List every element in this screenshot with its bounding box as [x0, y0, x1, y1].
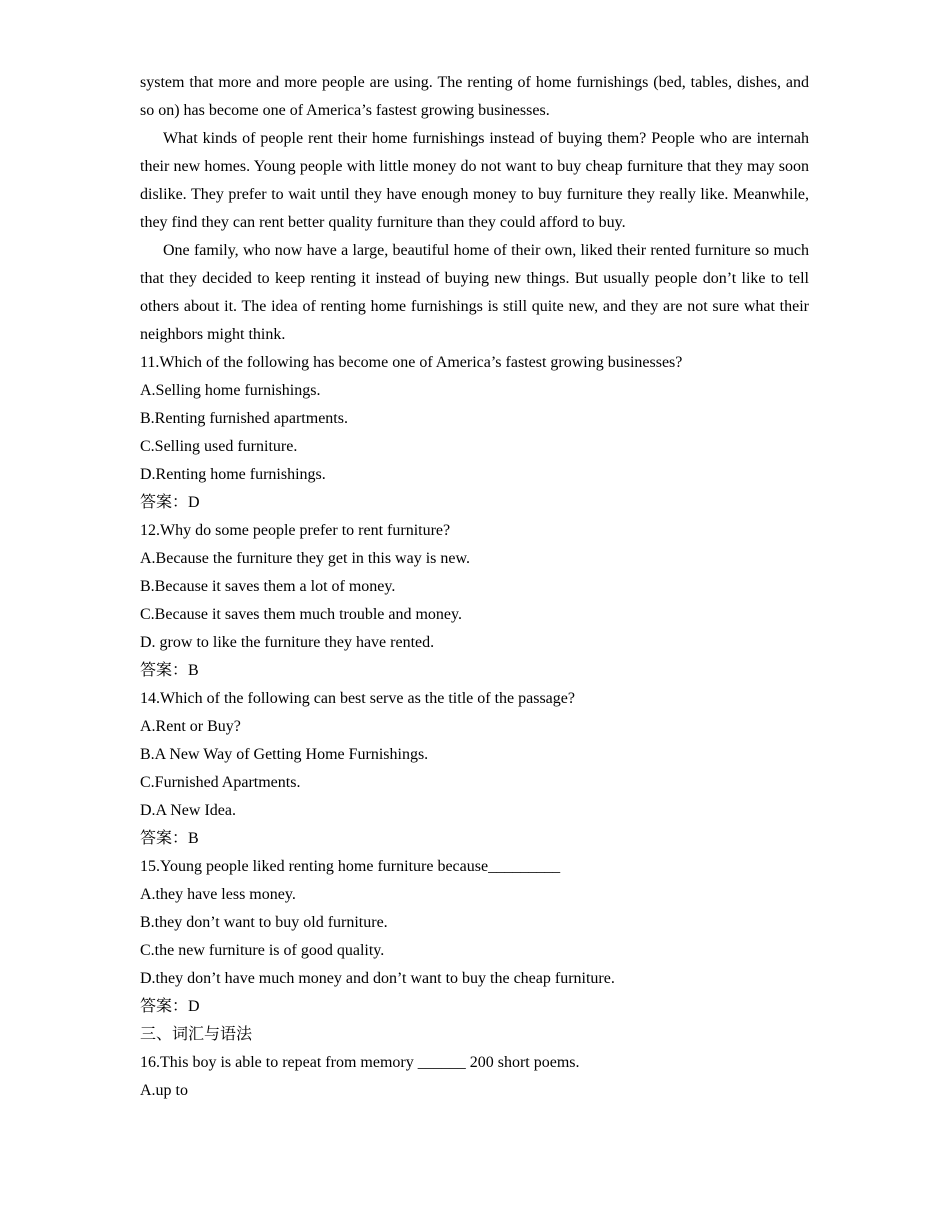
- question-stem: 11.Which of the following has become one of America’s fastest growing businesses?: [140, 354, 683, 371]
- document-page: [140, 69, 809, 1105]
- answer-key: 答案：D: [140, 494, 200, 511]
- answer-option: A.Rent or Buy?: [140, 718, 241, 735]
- passage-paragraph: system that more and more people are using. The renting of home furnishings (bed, tables, dishes, and so on) has become one of America’s fastest growing businesses.: [140, 74, 809, 119]
- question-12: [140, 517, 809, 685]
- question-16: [140, 1049, 809, 1105]
- answer-option: D.Renting home furnishings.: [140, 466, 326, 483]
- question-15: [140, 853, 809, 1021]
- answer-option: D. grow to like the furniture they have rented.: [140, 634, 435, 651]
- answer-option: D.A New Idea.: [140, 802, 236, 819]
- answer-key: 答案：B: [140, 830, 199, 847]
- answer-option: A.they have less money.: [140, 886, 296, 903]
- answer-option: A.up to: [140, 1082, 188, 1099]
- answer-key: 答案：D: [140, 998, 200, 1015]
- answer-option: C.the new furniture is of good quality.: [140, 942, 385, 959]
- answer-option: C.Because it saves them much trouble and money.: [140, 606, 462, 623]
- question-stem: 15.Young people liked renting home furniture because_________: [140, 858, 561, 875]
- question-14: [140, 685, 809, 853]
- answer-option: B.Renting furnished apartments.: [140, 410, 348, 427]
- answer-option: B.A New Way of Getting Home Furnishings.: [140, 746, 429, 763]
- answer-option: B.Because it saves them a lot of money.: [140, 578, 396, 595]
- answer-option: D.they don’t have much money and don’t want to buy the cheap furniture.: [140, 970, 615, 987]
- section-heading: 三、词汇与语法: [140, 1026, 253, 1043]
- passage-paragraph: One family, who now have a large, beautiful home of their own, liked their rented furniture so much that they decided to keep renting it instead of buying new things. But usually people don’t like to tell others about it. The idea of renting home furnishings is still quite new, and they are not sure what their neighbors might think.: [140, 242, 809, 343]
- passage-paragraph: What kinds of people rent their home furnishings instead of buying them? People who are internah their new homes. Young people with little money do not want to buy cheap furniture that they may soon dislike. They prefer to wait until they have enough money to buy furniture they really like. Meanwhile, they find they can rent better quality furniture than they could afford to buy.: [140, 130, 809, 231]
- answer-option: C.Furnished Apartments.: [140, 774, 301, 791]
- question-stem: 16.This boy is able to repeat from memory ______ 200 short poems.: [140, 1054, 580, 1071]
- answer-key: 答案：B: [140, 662, 199, 679]
- question-stem: 12.Why do some people prefer to rent furniture?: [140, 522, 451, 539]
- answer-option: B.they don’t want to buy old furniture.: [140, 914, 388, 931]
- answer-option: A.Selling home furnishings.: [140, 382, 321, 399]
- question-stem: 14.Which of the following can best serve as the title of the passage?: [140, 690, 575, 707]
- question-11: [140, 349, 809, 517]
- answer-option: A.Because the furniture they get in this way is new.: [140, 550, 470, 567]
- answer-option: C.Selling used furniture.: [140, 438, 298, 455]
